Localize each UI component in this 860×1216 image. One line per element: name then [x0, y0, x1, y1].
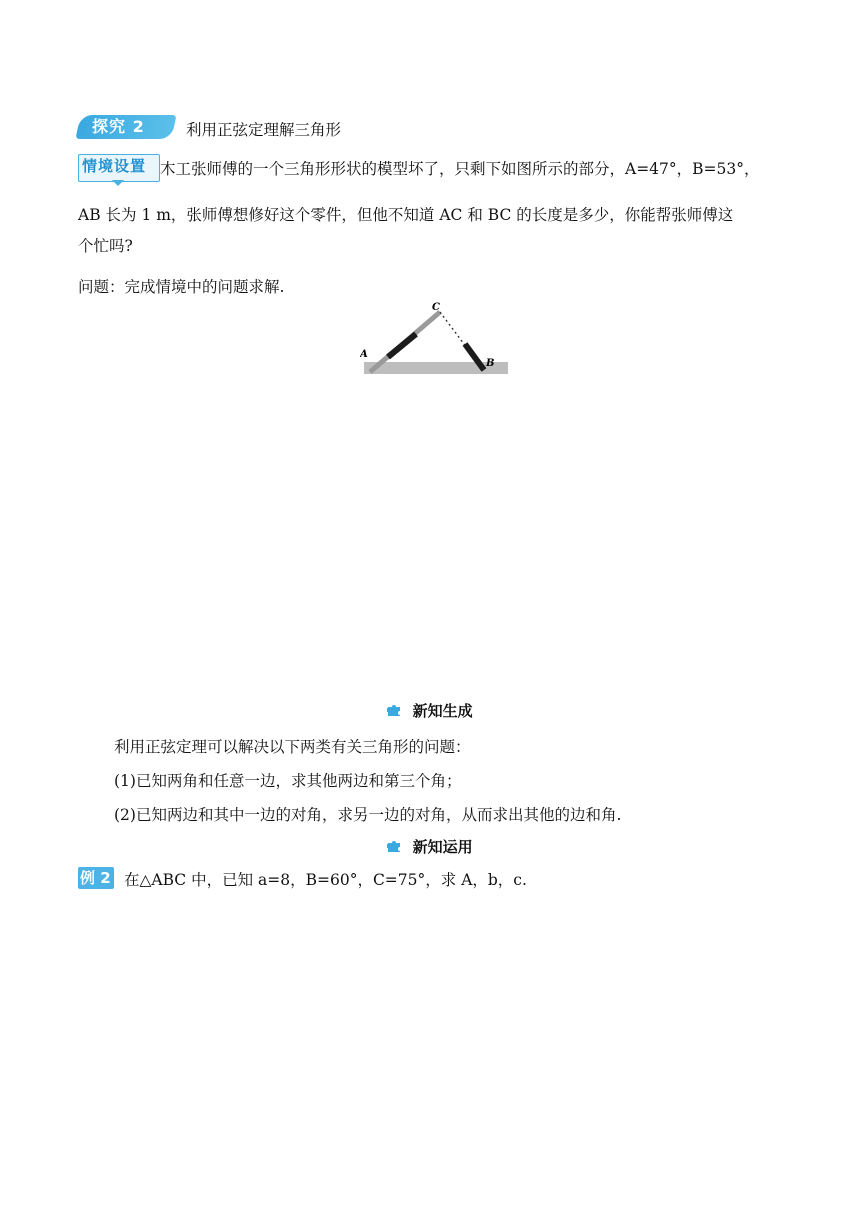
- scenario-badge: 情境设置: [82, 157, 147, 175]
- label-a: A: [360, 349, 368, 360]
- puzzle-icon: [387, 703, 401, 717]
- scenario-line-1: 木工张师傅的一个三角形形状的模型坏了，只剩下如图所示的部分，A=47°，B=53°，: [160, 160, 760, 178]
- rod-ac-dark: [388, 334, 416, 357]
- example-badge: 例 2: [80, 869, 111, 887]
- triangle-model-figure: [360, 300, 510, 380]
- section-title: 利用正弦定理解三角形: [186, 121, 342, 139]
- puzzle-icon: [387, 839, 401, 853]
- new-knowledge-intro: 利用正弦定理可以解决以下两类有关三角形的问题：: [114, 738, 471, 756]
- application-title: 新知运用: [412, 838, 473, 856]
- label-c: C: [432, 302, 440, 313]
- example-text: 在△ABC 中，已知 a=8，B=60°，C=75°，求 A，b，c.: [124, 871, 527, 889]
- new-knowledge-item-1: (1)已知两角和任意一边，求其他两边和第三个角；: [114, 772, 462, 790]
- new-knowledge-title: 新知生成: [412, 702, 473, 720]
- new-knowledge-item-2: (2)已知两边和其中一边的对角，求另一边的对角，从而求出其他的边和角.: [114, 806, 622, 824]
- label-b: B: [486, 358, 495, 369]
- explore-badge: 探究 2: [92, 117, 145, 136]
- scenario-line-3: 个忙吗?: [78, 237, 133, 255]
- question-text: 问题：完成情境中的问题求解.: [78, 278, 285, 296]
- new-knowledge-heading: [0, 700, 860, 721]
- scenario-line-2: AB 长为 1 m，张师傅想修好这个零件，但他不知道 AC 和 BC 的长度是多少，你能帮张师傅这: [78, 206, 734, 224]
- scenario-arrow-icon: [112, 180, 124, 186]
- application-heading: [0, 836, 860, 857]
